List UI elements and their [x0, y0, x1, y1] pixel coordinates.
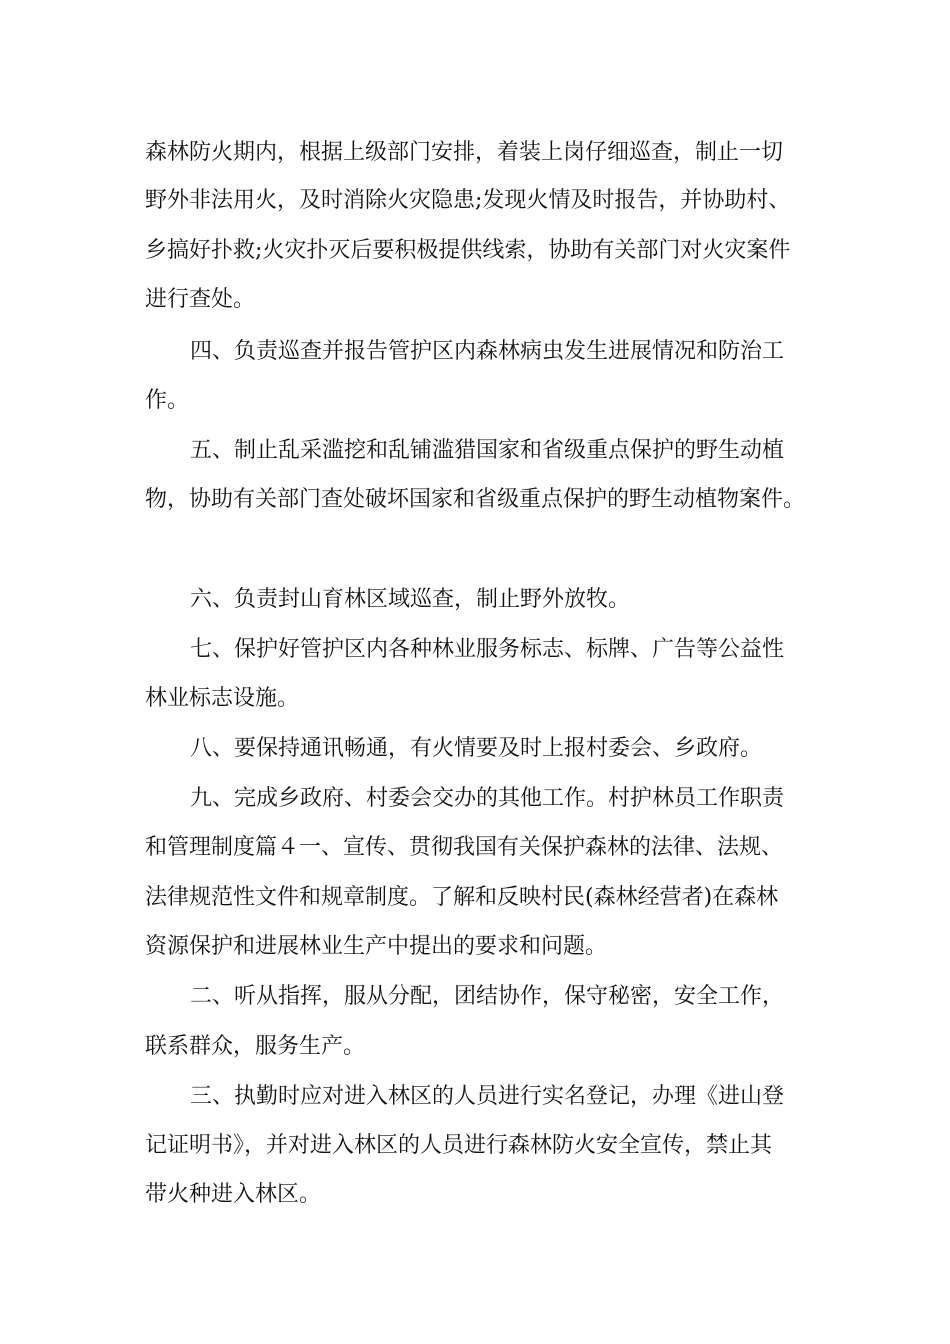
paragraph-4-line: 四、负责巡查并报告管护区内森林病虫发生进展情况和防治工: [190, 339, 785, 364]
text-line: 进行查处。: [145, 287, 256, 312]
text-line: 联系群众，服务生产。: [145, 1034, 366, 1059]
paragraph-7-line: 七、保护好管护区内各种林业服务标志、标牌、广告等公益性: [190, 637, 785, 662]
text-line: 和管理制度篇４一、宣传、贯彻我国有关保护森林的法律、法规、: [145, 835, 784, 860]
paragraph-2-line: 二、听从指挥，服从分配，团结协作，保守秘密，安全工作，: [190, 984, 785, 1009]
paragraph-5-line: 五、制止乱采滥挖和乱铺滥猎国家和省级重点保护的野生动植: [190, 438, 785, 463]
paragraph-8-line: 八、要保持通讯畅通，有火情要及时上报村委会、乡政府。: [190, 736, 763, 761]
text-line: 作。: [145, 388, 190, 413]
paragraph-3-line: 三、执勤时应对进入林区的人员进行实名登记，办理《进山登: [190, 1084, 785, 1109]
paragraph-6-line: 六、负责封山育林区域巡查，制止野外放牧。: [190, 587, 631, 612]
text-line: 法律规范性文件和规章制度。了解和反映村民(森林经营者)在森林: [145, 885, 779, 910]
text-line: 野外非法用火，及时消除火灾隐患;发现火情及时报告，并协助村、: [145, 188, 791, 213]
text-line: 物，协助有关部门查处破坏国家和省级重点保护的野生动植物案件。: [145, 487, 806, 512]
paragraph-9-line: 九、完成乡政府、村委会交办的其他工作。村护林员工作职责: [190, 786, 785, 811]
text-line: 带火种进入林区。: [145, 1182, 322, 1207]
text-line: 记证明书》，并对进入林区的人员进行森林防火安全宣传，禁止其: [145, 1133, 773, 1158]
text-line: 乡搞好扑救;火灾扑灭后要积极提供线索，协助有关部门对火灾案件: [145, 238, 791, 263]
text-line: 林业标志设施。: [145, 686, 300, 711]
text-line: 森林防火期内，根据上级部门安排，着装上岗仔细巡查，制止一切: [145, 140, 784, 165]
text-line: 资源保护和进展林业生产中提出的要求和问题。: [145, 934, 608, 959]
